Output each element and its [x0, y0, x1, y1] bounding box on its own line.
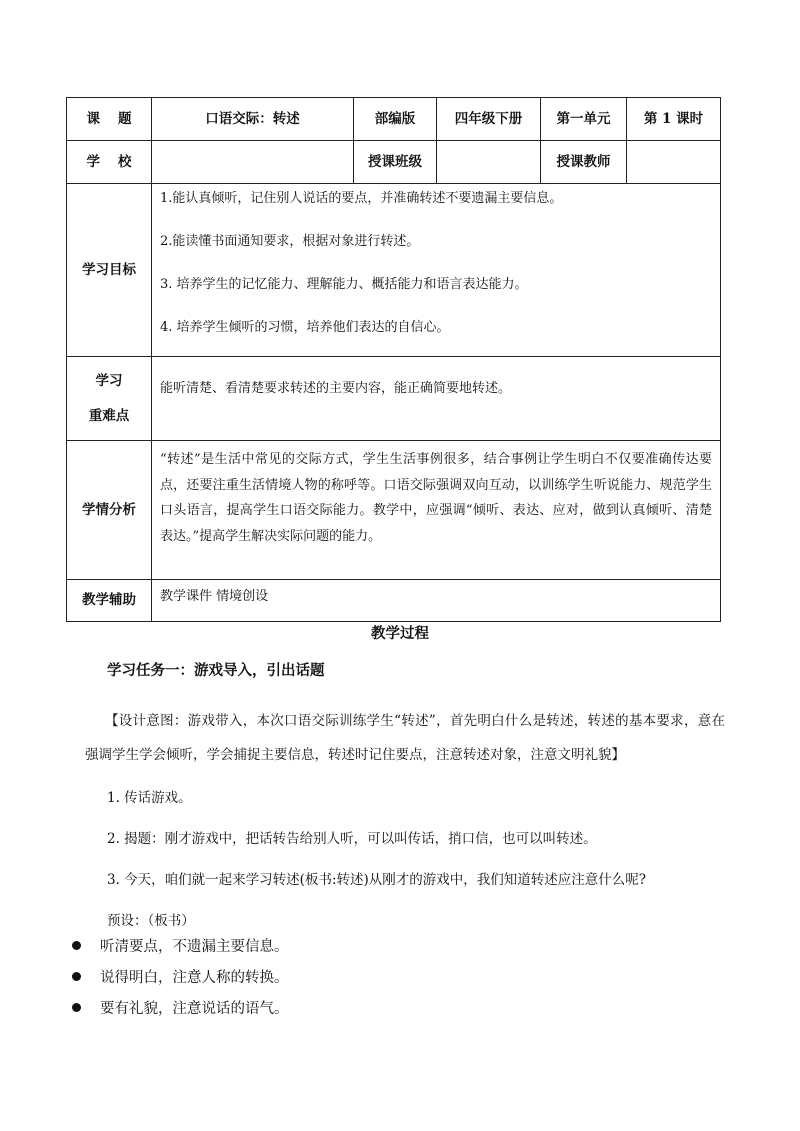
teacher-value	[627, 141, 721, 184]
edition-cell: 部编版	[354, 98, 437, 141]
key-points-label-line1: 学习	[95, 372, 123, 389]
bullet-text: 要有礼貌，注意说话的语气。	[100, 1001, 289, 1017]
key-points-label-line2: 重难点	[88, 407, 130, 424]
step-item: 2. 揭题：刚才游戏中，把话转告给别人听，可以叫传话，捎口信，也可以叫转述。	[107, 831, 597, 847]
school-value	[152, 141, 354, 184]
aids-row	[67, 580, 721, 622]
design-intent: 【设计意图：游戏带入，本次口语交际训练学生“转述”，首先明白什么是转述，转述的基本要求，意在强调学生学会倾听，学会捕捉主要信息，转述时记住要点，注意转述对象，注意文明礼貌】	[85, 713, 725, 763]
bullet-item	[72, 994, 289, 1025]
objectives-label: 学习目标	[67, 184, 152, 357]
school-row	[67, 141, 721, 184]
objectives-row	[67, 184, 721, 357]
bullet-dot-icon	[72, 972, 81, 981]
bullet-dot-icon	[72, 941, 81, 950]
bullet-item	[72, 963, 289, 994]
objective-item: 4. 培养学生倾听的习惯，培养他们表达的自信心。	[160, 320, 450, 335]
step-item: 3. 今天，咱们就一起来学习转述(板书:转述)从刚才的游戏中，我们知道转述应注意什么呢?	[107, 872, 646, 888]
class-label: 授课班级	[354, 141, 437, 184]
key-points-text: 能听清楚、看清楚要求转述的主要内容，能正确简要地转述。	[160, 381, 512, 396]
aids-text: 教学课件 情境创设	[160, 589, 269, 604]
bullet-list	[72, 932, 289, 1025]
bullet-text: 说得明白，注意人称的转换。	[100, 970, 289, 986]
header-row	[67, 98, 721, 141]
analysis-label: 学情分析	[67, 441, 152, 580]
analysis-row	[67, 441, 721, 580]
aids-label: 教学辅助	[67, 580, 152, 622]
objectives-list	[152, 184, 721, 357]
bullet-text: 听清要点，不遗漏主要信息。	[100, 939, 289, 955]
topic-value: 口语交际：转述	[152, 98, 354, 141]
aids-cell	[152, 580, 721, 622]
objective-item: 2.能读懂书面通知要求，根据对象进行转述。	[160, 234, 420, 249]
bullet-dot-icon	[72, 1003, 81, 1012]
school-label: 学校	[67, 141, 152, 184]
key-points-row	[67, 357, 721, 441]
step-item: 1. 传话游戏。	[107, 790, 192, 806]
grade-cell: 四年级下册	[437, 98, 541, 141]
teacher-label: 授课教师	[541, 141, 627, 184]
process-title: 教学过程	[371, 625, 429, 642]
key-points-cell	[152, 357, 721, 441]
objective-item: 3. 培养学生的记忆能力、理解能力、概括能力和语言表达能力。	[160, 277, 528, 292]
topic-label: 课题	[67, 98, 152, 141]
preset-label: 预设：（板书）	[107, 913, 195, 929]
analysis-cell	[152, 441, 721, 580]
class-value	[437, 141, 541, 184]
task1-title: 学习任务一：游戏导入，引出话题	[107, 662, 325, 679]
unit-cell: 第一单元	[541, 98, 627, 141]
analysis-text: “转述”是生活中常见的交际方式，学生生活事例很多，结合事例让学生明白不仅要准确传达要点，还要注重生活情境人物的称呼等。口语交际强调双向互动，以训练学生听说能力、规范学生口头语言，提高学生口语交际能力。教学中，应强调“倾听、表达、应对，做到认真倾听、清楚表达。”提高学生解决实际问题的能力。	[160, 452, 712, 544]
bullet-item	[72, 932, 289, 963]
lesson-cell: 第 1 课时	[627, 98, 721, 141]
key-points-label	[67, 357, 152, 441]
lesson-info-table	[66, 97, 721, 622]
objective-item: 1.能认真倾听，记住别人说话的要点，并准确转述不要遗漏主要信息。	[160, 191, 563, 206]
